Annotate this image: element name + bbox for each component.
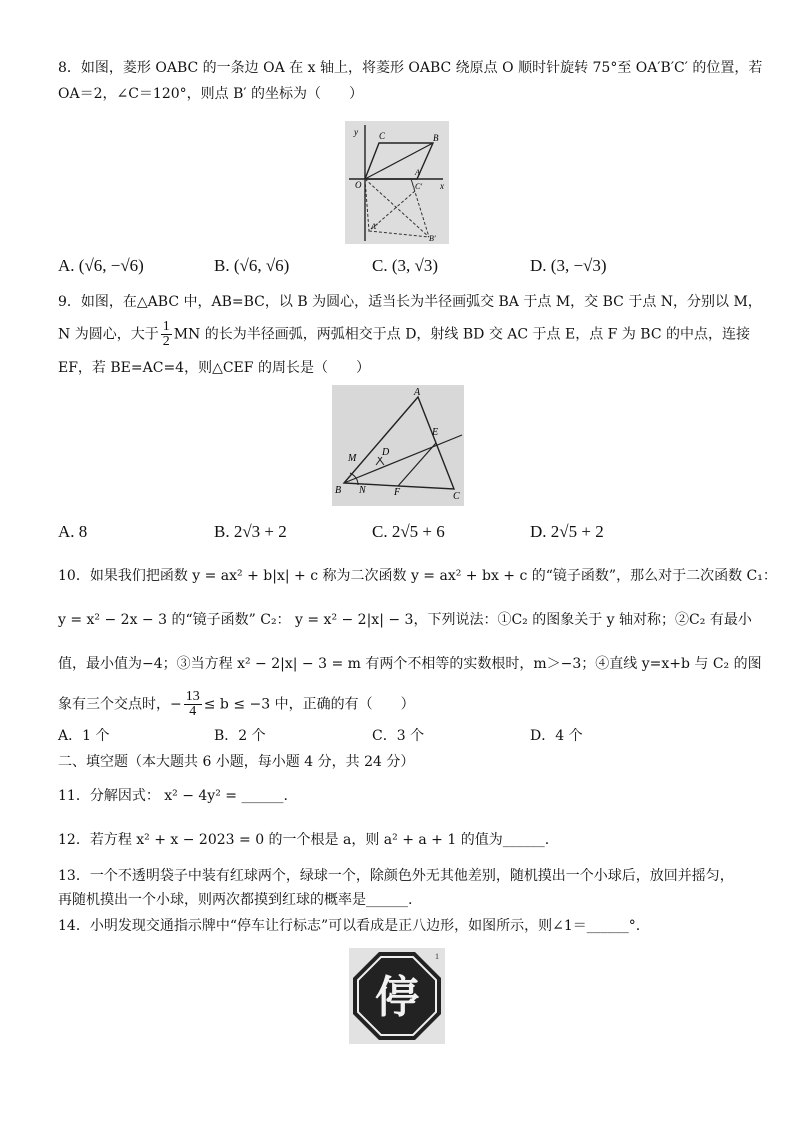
q8-fig-label-B: B: [433, 133, 439, 143]
q8-option-c[interactable]: C. (3, √3): [372, 256, 438, 275]
q9-line1: 9．如图，在△ABC 中，AB=BC，以 B 为圆心，适当长为半径画弧交 BA 于点 M，交 BC 于点 N，分别以 M，: [58, 294, 762, 310]
q9-option-d[interactable]: D. 2√5 + 2: [530, 522, 604, 541]
q8-option-b[interactable]: B. (√6, √6): [214, 256, 290, 275]
q8-figure: [345, 121, 449, 244]
q13-line2: 再随机摸出一个小球，则两次都摸到红球的概率是______.: [58, 892, 413, 908]
q14-angle-label: 1: [435, 952, 439, 961]
q8-fig-label-O: O: [355, 180, 362, 190]
q9-figure: [332, 385, 464, 506]
q10-frac-num: 13: [185, 689, 200, 704]
q9-option-a[interactable]: A. 8: [58, 522, 88, 541]
q8-fig-label-y: y: [354, 127, 358, 137]
q9-line3: EF，若 BE=AC=4，则△CEF 的周长是（ ）: [58, 360, 370, 376]
q14-sign-text: 停: [375, 972, 419, 1023]
q8-line2: OA＝2，∠C＝120°，则点 B′ 的坐标为（ ）: [58, 86, 364, 102]
q10-line4: [58, 690, 415, 719]
q10-option-c[interactable]: C．3 个: [372, 728, 425, 744]
q8-fig-label-A-prime: A′: [371, 222, 378, 231]
q8-fig-label-A: A: [415, 168, 420, 177]
q9-line2: [58, 320, 750, 349]
q12-text: 12．若方程 x² + x − 2023 = 0 的一个根是 a，则 a² + a + 1 的值为______.: [58, 832, 550, 848]
q9-fig-label-E: E: [432, 427, 439, 438]
q8-fig-label-C: C: [379, 131, 386, 141]
q9-fig-label-N: N: [359, 485, 366, 496]
q9-fig-label-B: B: [335, 485, 342, 496]
q10-line2: y = x² − 2x − 3 的“镜子函数” C₂： y = x² − 2|x| − 3，下列说法：①C₂ 的图象关于 y 轴对称；②C₂ 有最小: [58, 612, 752, 628]
q10-option-d[interactable]: D．4 个: [530, 728, 583, 744]
q11-text: 11．分解因式： x² − 4y² = ______.: [58, 788, 288, 804]
q9-fig-label-F: F: [394, 487, 401, 498]
q9-frac-num: 1: [162, 319, 170, 334]
q8-fig-label-C-prime: C′: [415, 182, 423, 191]
q10-fraction: [184, 690, 202, 719]
q9-fig-label-C: C: [453, 491, 460, 502]
q9-fraction: [161, 320, 172, 349]
q9-fig-label-A: A: [414, 387, 421, 398]
q9-option-c[interactable]: C. 2√5 + 6: [372, 522, 445, 541]
q10-line3: 值，最小值为−4；③当方程 x² − 2|x| − 3 = m 有两个不相等的实数根时，m＞−3；④直线 y=x+b 与 C₂ 的图: [58, 656, 762, 672]
q9-option-b[interactable]: B. 2√3 + 2: [214, 522, 287, 541]
q10-option-a[interactable]: A．1 个: [58, 728, 110, 744]
section-2-heading: 二、填空题（本大题共 6 小题，每小题 4 分，共 24 分）: [58, 754, 415, 770]
q14-line1: 14．小明发现交通指示牌中“停车让行标志”可以看成是正八边形，如图所示，则∠1＝______°.: [58, 918, 641, 934]
q8-fig-label-B-prime: B′: [429, 234, 436, 243]
q13-line1: 13．一个不透明袋子中装有红球两个，绿球一个，除颜色外无其他差别，随机摸出一个小球后，放回并摇匀，: [58, 868, 734, 884]
q10-line4-start: 象有三个交点时，−: [58, 696, 182, 713]
q9-frac-den: 2: [162, 334, 170, 349]
q9-fig-label-M: M: [348, 453, 357, 464]
q8-option-d[interactable]: D. (3, −√3): [530, 256, 607, 275]
q14-stop-sign-figure: [349, 948, 445, 1044]
q8-line1: 8．如图，菱形 OABC 的一条边 OA 在 x 轴上，将菱形 OABC 绕原点 O 顺时针旋转 75°至 OA′B′C′ 的位置，若: [58, 60, 763, 76]
q9-fig-label-D: D: [382, 447, 390, 458]
q10-frac-den: 4: [189, 704, 197, 719]
q8-fig-label-x: x: [440, 181, 444, 191]
q9-line2-end: MN 的长为半径画弧，两弧相交于点 D，射线 BD 交 AC 于点 E，点 F 为 BC 的中点，连接: [173, 326, 750, 343]
q10-option-b[interactable]: B．2 个: [214, 728, 266, 744]
q8-option-a[interactable]: A. (√6, −√6): [58, 256, 144, 275]
q10-line1: 10．如果我们把函数 y = ax² + b|x| + c 称为二次函数 y = ax² + bx + c 的“镜子函数”，那么对于二次函数 C₁：: [58, 568, 777, 584]
q9-line2-start: N 为圆心，大于: [58, 326, 159, 343]
q10-line4-end: ≤ b ≤ −3 中，正确的有（ ）: [203, 696, 415, 713]
